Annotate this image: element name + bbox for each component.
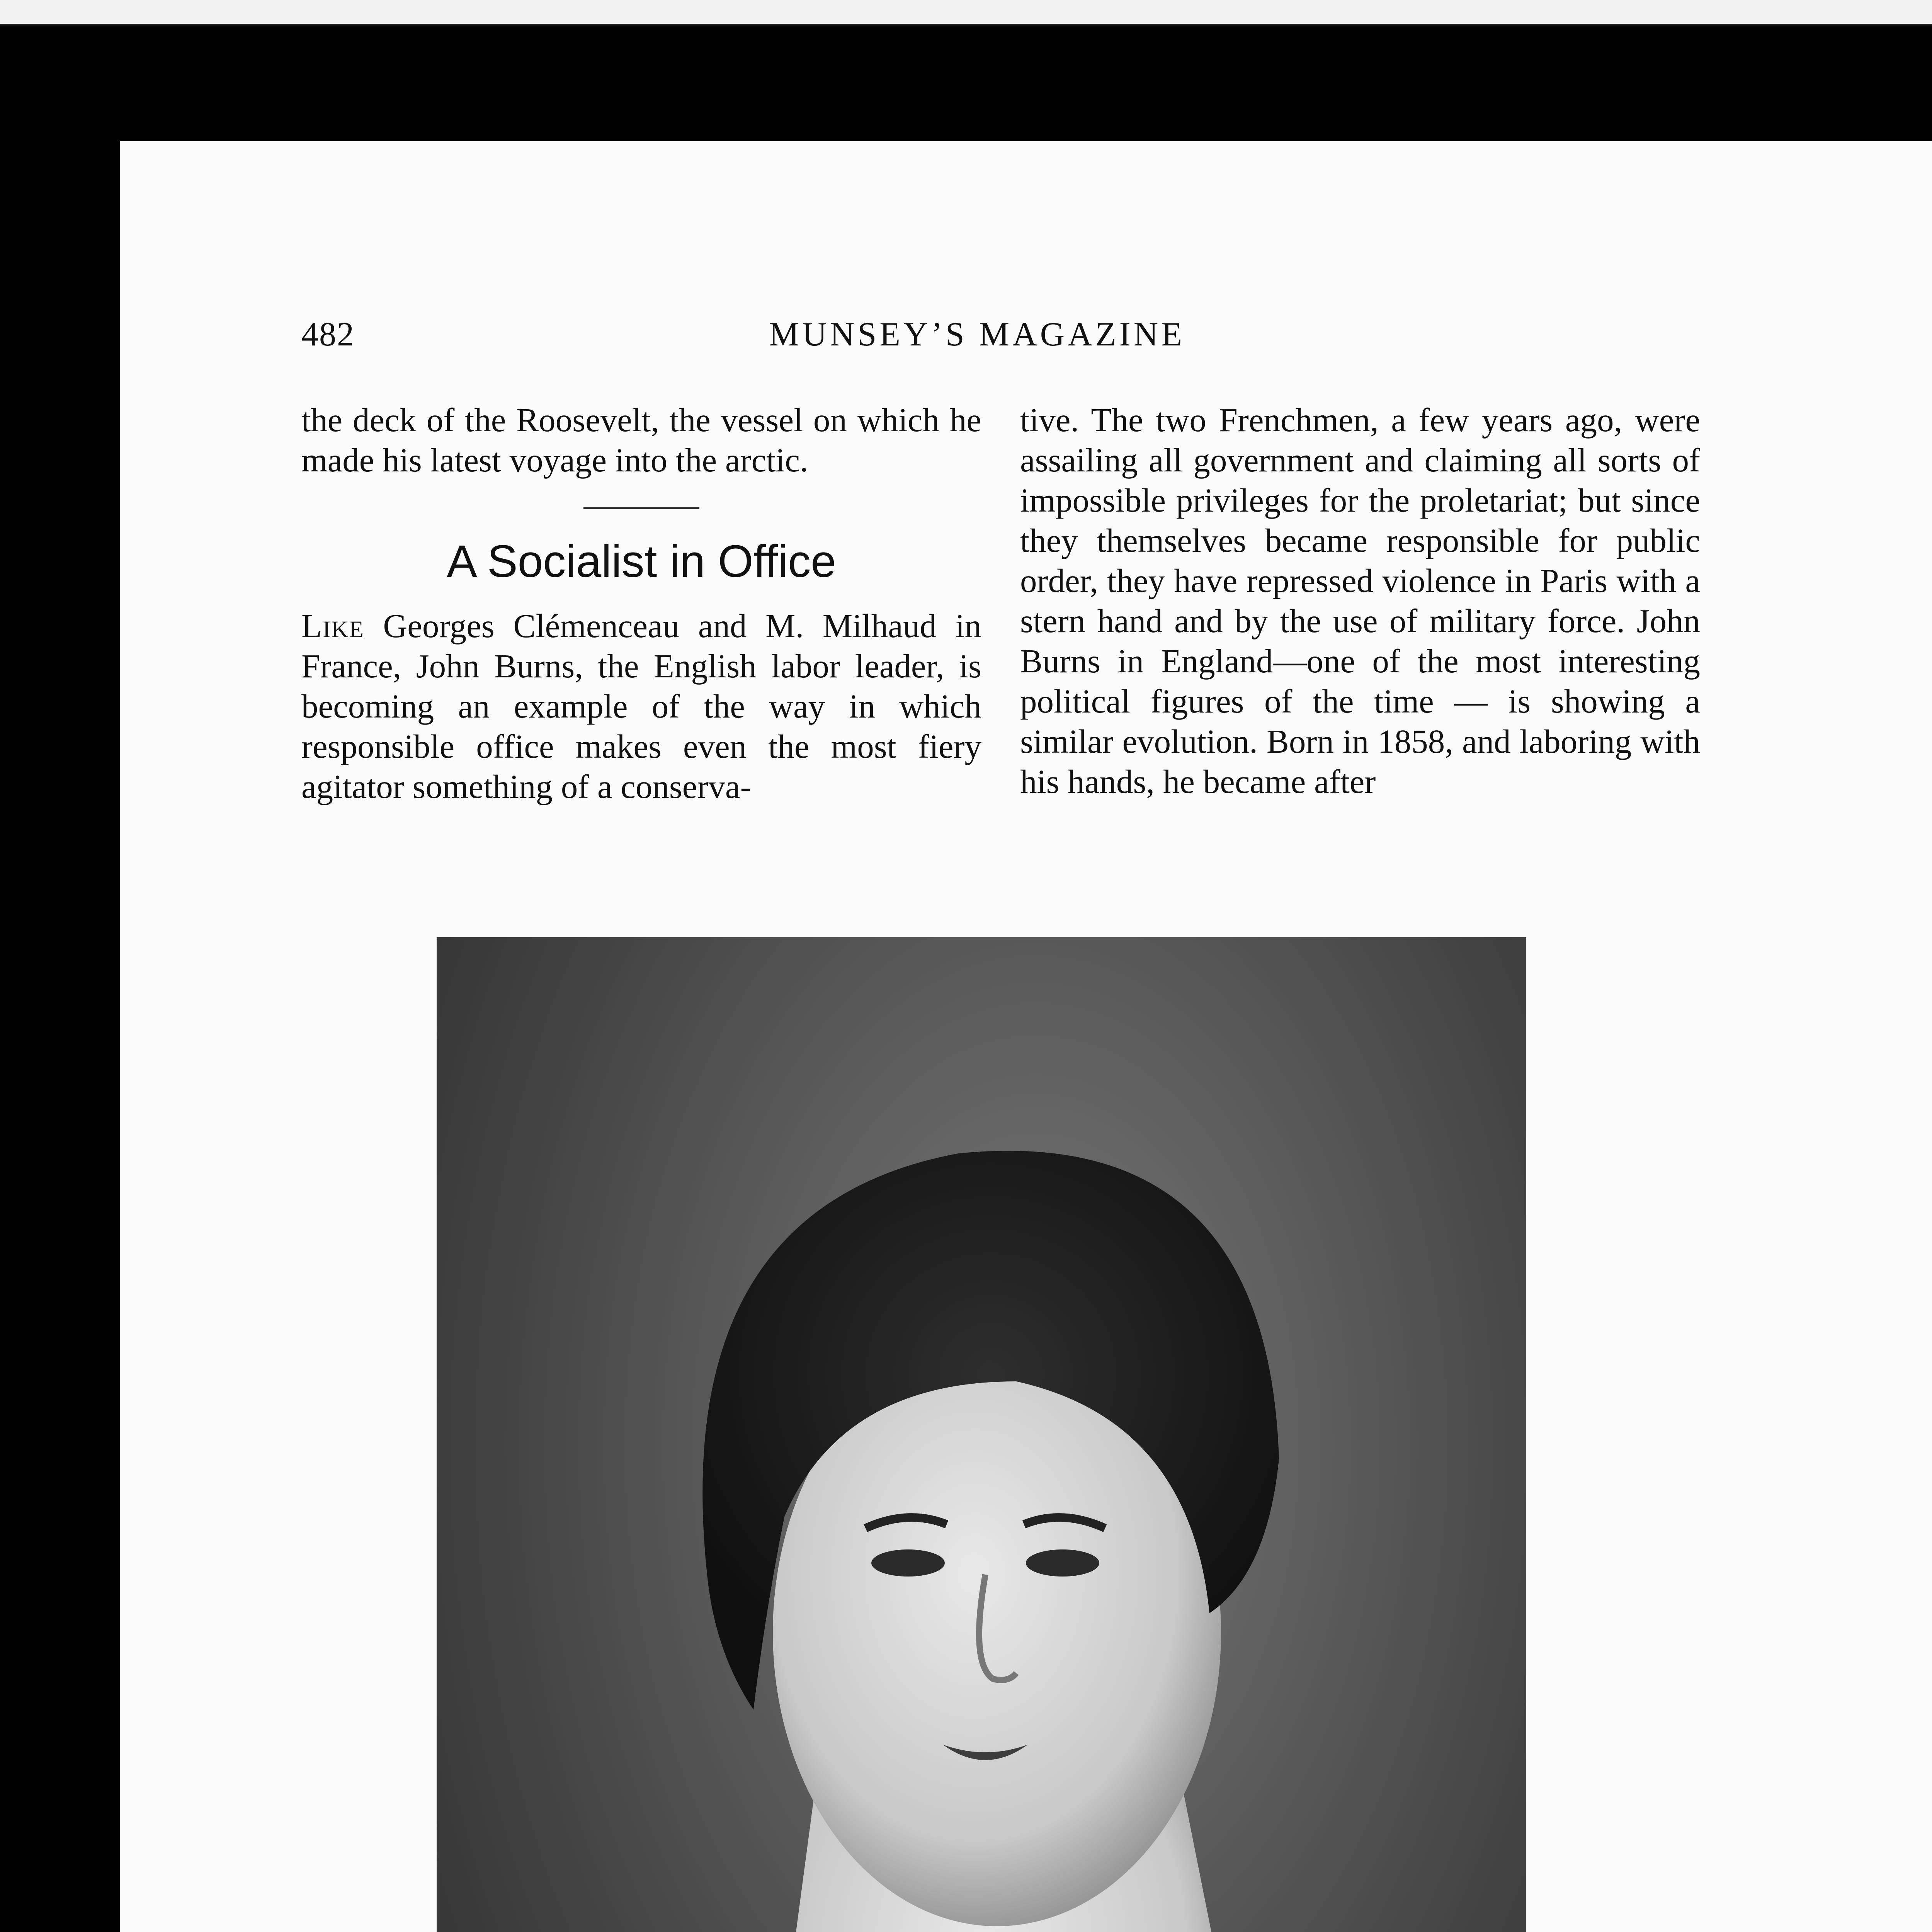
continuation-paragraph: the deck of the Roosevelt, the vessel on which he made his latest voyage into the arctic. [301, 401, 981, 479]
portrait-photograph [437, 937, 1526, 1932]
page-header [120, 315, 1932, 361]
section-divider [583, 507, 699, 509]
left-column [301, 400, 981, 807]
previous-page-strip [0, 0, 1932, 26]
article-title: A Socialist in Office [447, 536, 836, 587]
article-body-left [301, 606, 981, 807]
running-title: MUNSEY’S MAGAZINE [769, 316, 1185, 353]
body-text-left: Georges Clémenceau and M. Milhaud in France, John Burns, the English labor leader, is becoming an example of the way in which responsible office makes even the most fiery agitator something of a conserva- [301, 607, 981, 805]
portrait-illustration [437, 937, 1526, 1932]
magazine-page [120, 141, 1932, 1932]
right-column [1020, 400, 1700, 802]
article-body-right: tive. The two Frenchmen, a few years ago, were assailing all government and claiming all sorts of impossible privileges for the proletariat; but since they themselves became responsible for public order, they have repressed violence in Paris with a stern hand and by the use of military force. John Burns in England—one of the most interesting political figures of the time — is showing a similar evolution. Born in 1858, and laboring with his hands, he became after [1020, 401, 1700, 800]
lead-word: Like [301, 607, 364, 645]
page-number: 482 [301, 316, 355, 353]
